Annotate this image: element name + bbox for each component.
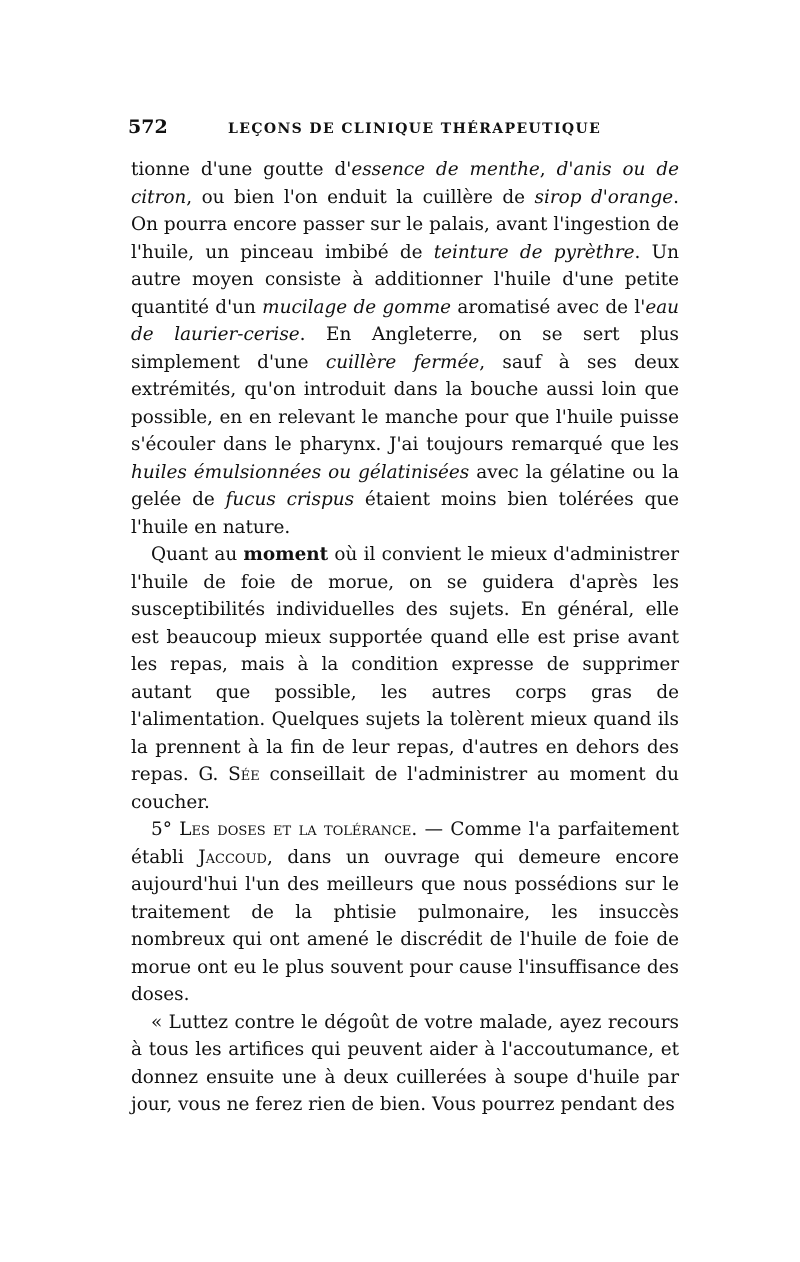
smallcaps-text-run: Les doses et la tolérance. [179,819,418,840]
text-run: 5° [151,819,180,840]
italic-text-run: eau de laurier-cerise [131,296,680,345]
text-run: tionne d'une goutte d' [131,159,352,180]
text-run: , ou bien l'on enduit la cuillère de [186,186,535,208]
italic-text-run: sirop d'orange [534,186,674,208]
smallcaps-text-run: Jaccoud [198,846,267,868]
text-run: . On pourra encore passer sur le palais, avant l'ingestion de l'huile, un pinceau imbibé de [131,186,679,263]
text-run: étaient moins bien tolérées que l'huile en nature. [131,489,680,538]
bold-text-run: moment [243,544,329,565]
italic-text-run: teinture de pyrèthre [433,241,635,263]
body-text [131,156,679,1119]
running-head: LEÇONS DE CLINIQUE THÉRAPEUTIQUE [228,121,602,137]
text-run: , [539,159,557,180]
paragraph [131,1009,679,1119]
italic-text-run: huiles émulsionnées ou gélatinisées [131,461,470,483]
text-run: « Luttez contre le dégoût de votre malade, ayez recours à tous les artifices qui peuvent aider à l'accoutumance, et donnez ensuite une à deux cuillerées à soupe d'huile par jour, vous ne ferez rien de bien. Vous pourrez pendant des [131,1011,679,1115]
italic-text-run: mucilage de gomme [262,296,452,318]
text-run: . Un autre moyen consiste à additionner l'huile d'une petite quantité d'un [131,241,679,318]
text-run: avec la gélatine ou la gelée de [131,461,679,510]
text-run: , sauf à ses deux extrémités, qu'on introduit dans la bouche aussi loin que possible, en en relevant le manche pour que l'huile puisse s'écouler dans le pharynx. J'ai toujours remarqué que les [131,351,679,455]
paragraph [131,816,679,1009]
text-run: où il convient le mieux d'administrer l'huile de foie de morue, on se guidera d'après les susceptibilités individuelles des sujets. En général, elle est beaucoup mieux supportée quand elle est prise avant les repas, mais à la condition expresse de supprimer autant que possible, les autres corps gras de l'alimentation. Quelques sujets la tolèrent mieux quand ils la prennent à la fin de leur repas, d'autres en dehors des repas. G. [131,544,680,785]
italic-text-run: fucus crispus [225,489,355,510]
text-run: conseillait de l'administrer au moment du coucher. [131,764,679,813]
paragraph [131,156,679,541]
text-run: — Comme l'a parfaitement établi [131,819,679,868]
text-run: Quant au [151,544,244,565]
text-run: , dans un ouvrage qui demeure encore aujourd'hui l'un des meilleurs que nous possédions sur le traitement de la phtisie pulmonaire, les insuccès nombreux qui ont amené le discrédit de l'huile de foie de morue ont eu le plus souvent pour cause l'insuffisance des doses. [131,846,679,1005]
page-header [128,116,680,138]
text-run: aromatisé avec de l' [451,296,646,318]
paragraph [131,541,679,816]
italic-text-run: essence de menthe [351,159,540,180]
italic-text-run: cuillère fermée [325,351,480,373]
text-run: . En Angleterre, on se sert plus simplement d'une [131,324,679,373]
smallcaps-text-run: Sée [228,764,260,785]
italic-text-run: d'anis ou de citron [131,159,679,208]
page-number: 572 [128,116,168,138]
